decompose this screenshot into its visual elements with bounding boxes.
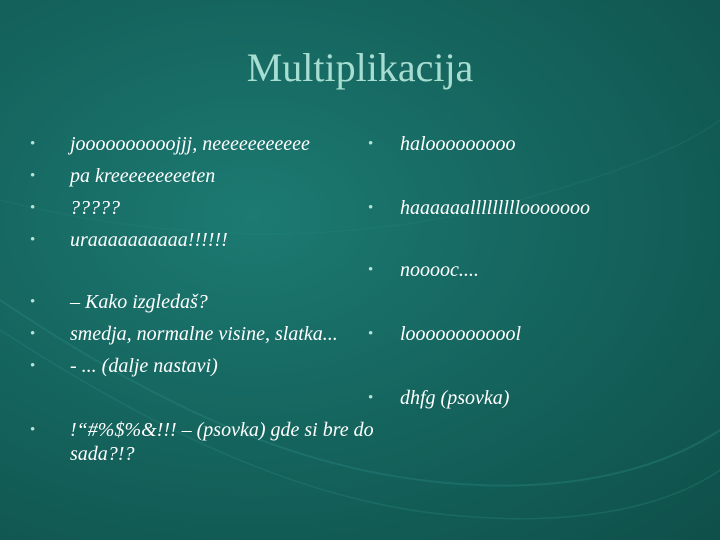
left-item-7: - ... (dalje nastavi) (70, 355, 218, 377)
bullet-icon: • (30, 136, 36, 152)
bullet-icon: • (30, 358, 36, 374)
left-item-6: smedja, normalne visine, slatka... (70, 323, 338, 345)
left-item-2: pa kreeeeeeeeeten (70, 165, 216, 187)
right-item-3: nooooc.... (400, 259, 479, 281)
bullet-icon: • (30, 294, 36, 310)
left-item-8: !“#%$%&!!! – (psovka) gde si bre do sada?!? (70, 419, 374, 465)
left-item-4: uraaaaaaaaaa!!!!!! (70, 229, 228, 251)
bullet-icon: • (30, 168, 36, 184)
bullet-icon: • (368, 326, 374, 342)
left-item-3: ????? (70, 197, 120, 219)
bullet-icon: • (368, 136, 374, 152)
bullet-icon: • (30, 200, 36, 216)
slide-title: Multiplikacija (246, 45, 474, 90)
bullet-icon: • (368, 390, 374, 406)
bullet-icon: • (30, 232, 36, 248)
bullet-icon: • (30, 326, 36, 342)
bullet-icon: • (368, 200, 374, 216)
right-item-1: halooooooooo (400, 133, 516, 155)
left-item-1: joooooooooojjj, neeeeeeeeeee (70, 133, 310, 155)
bullet-icon: • (30, 422, 36, 438)
right-item-2: haaaaaalllllllllooooooo (400, 197, 591, 219)
right-item-4: loooooooooool (400, 323, 522, 345)
right-item-5: dhfg (psovka) (400, 387, 510, 409)
left-item-5: – Kako izgledaš? (70, 291, 208, 313)
bullet-icon: • (368, 262, 374, 278)
